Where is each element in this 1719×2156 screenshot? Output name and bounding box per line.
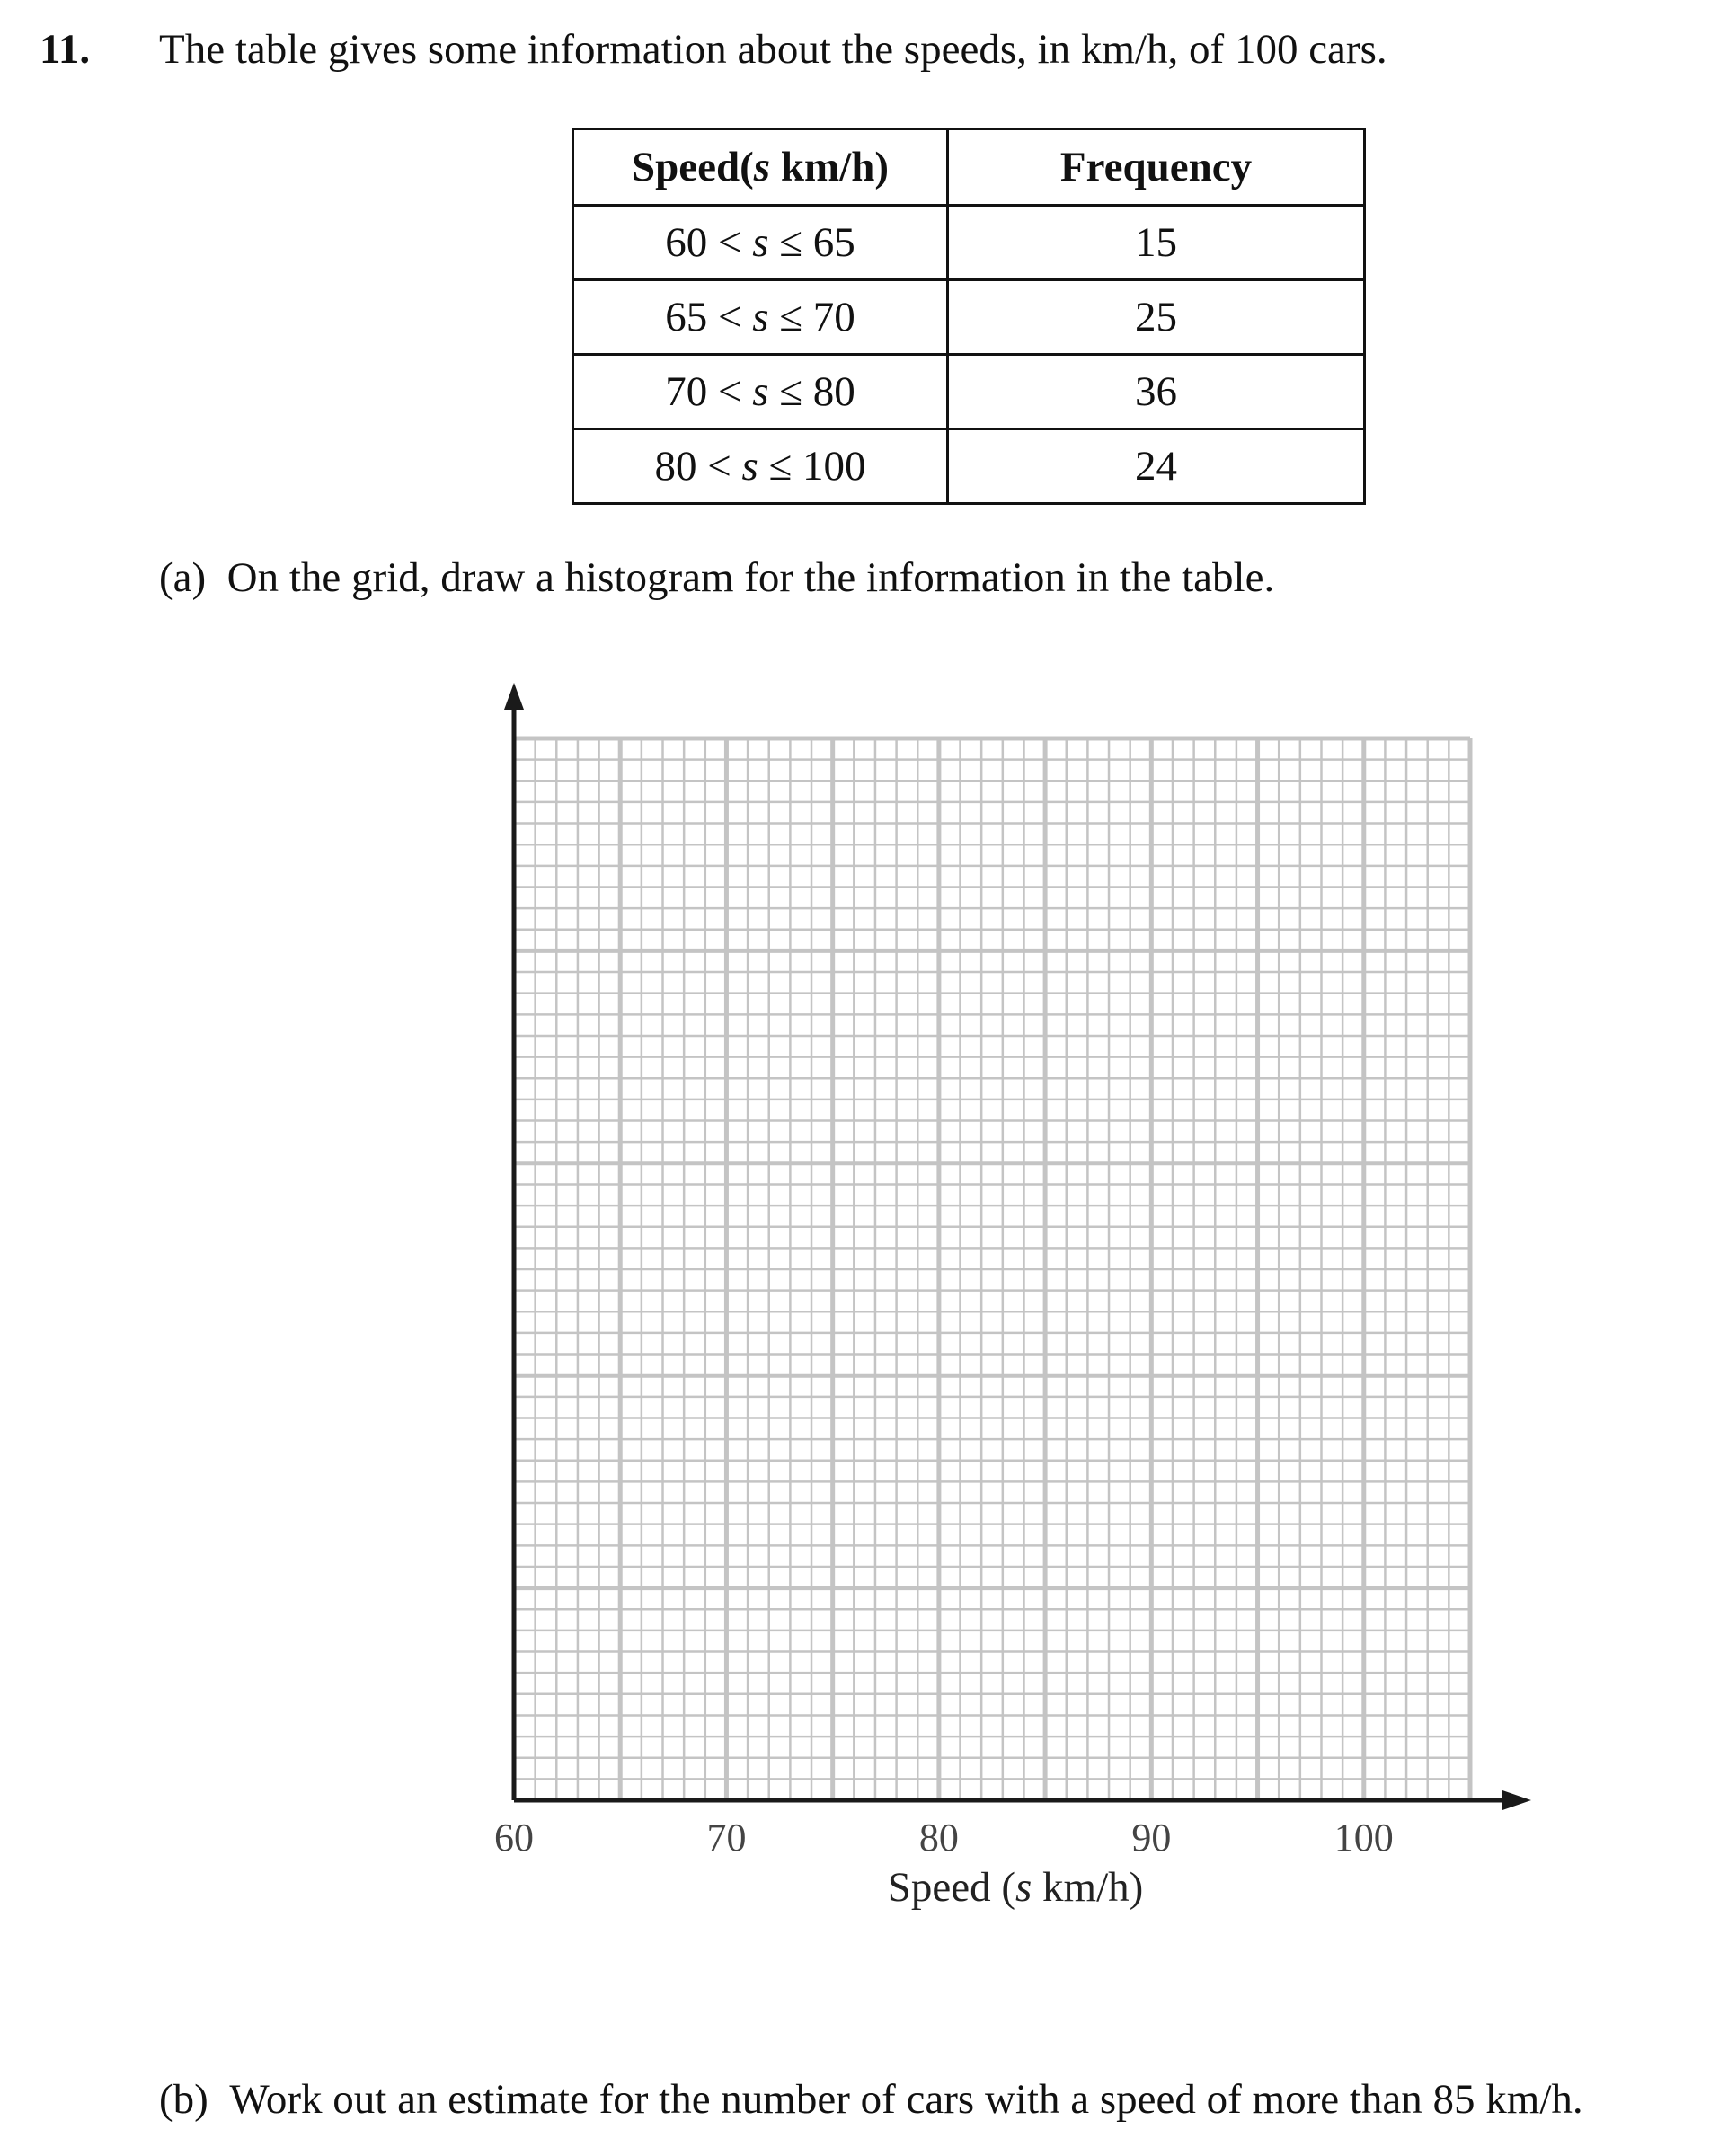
question-intro: The table gives some information about the speeds, in km/h, of 100 cars. bbox=[159, 26, 1387, 73]
part-a-prompt: (a) On the grid, draw a histogram for the information in the table. bbox=[159, 554, 1275, 601]
frequency-value: 24 bbox=[948, 429, 1365, 504]
frequency-value: 36 bbox=[948, 355, 1365, 429]
x-tick-label: 70 bbox=[706, 1816, 747, 1860]
header-speed: Speed(s km/h) bbox=[573, 129, 948, 206]
x-tick-label: 80 bbox=[918, 1816, 959, 1860]
x-tick-label: 90 bbox=[1131, 1816, 1172, 1860]
axes bbox=[504, 683, 1531, 1810]
x-axis-arrowhead bbox=[1502, 1790, 1531, 1810]
part-b-prompt: (b) Work out an estimate for the number of cars with a speed of more than 85 km/h. bbox=[159, 2076, 1583, 2123]
y-axis-arrowhead bbox=[504, 683, 524, 710]
header-frequency: Frequency bbox=[948, 129, 1365, 206]
x-tick-label: 60 bbox=[494, 1816, 534, 1860]
grid-lines bbox=[514, 738, 1470, 1800]
x-tick-labels bbox=[494, 1816, 1394, 1860]
speed-interval: 60 < s ≤ 65 bbox=[573, 206, 948, 280]
frequency-value: 15 bbox=[948, 206, 1365, 280]
speed-interval: 65 < s ≤ 70 bbox=[573, 280, 948, 355]
x-tick-label: 100 bbox=[1334, 1816, 1394, 1860]
speed-interval: 70 < s ≤ 80 bbox=[573, 355, 948, 429]
frequency-value: 25 bbox=[948, 280, 1365, 355]
x-axis-label: Speed (s km/h) bbox=[887, 1864, 1144, 1911]
speed-interval: 80 < s ≤ 100 bbox=[573, 429, 948, 504]
question-number: 11. bbox=[40, 26, 91, 73]
